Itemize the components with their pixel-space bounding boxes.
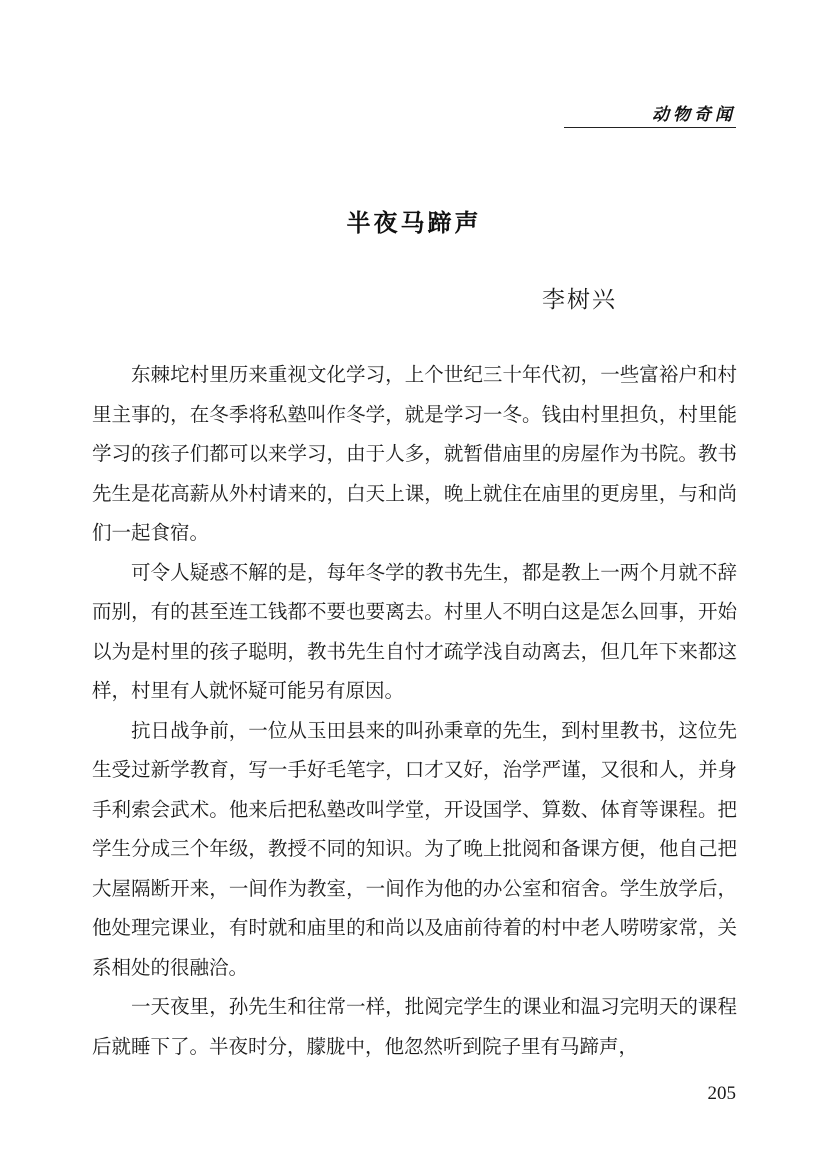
header-rule (564, 127, 736, 128)
page-number: 205 (707, 1083, 736, 1104)
running-header-section-title: 动物奇闻 (652, 105, 736, 125)
article-body (92, 355, 737, 1066)
paragraph-3: 抗日战争前，一位从玉田县来的叫孙秉章的先生，到村里教书，这位先生受过新学教育，写一手好毛笔字，口才又好，治学严谨，又很和人，并身手利索会武术。他来后把私塾改叫学堂，开设国学、算数、体育等课程。把学生分成三个年级，教授不同的知识。为了晚上批阅和备课方便，他自己把大屋隔断开来，一间作为教室，一间作为他的办公室和宿舍。学生放学后，他处理完课业，有时就和庙里的和尚以及庙前待着的村中老人唠唠家常，关系相处的很融洽。 (92, 718, 737, 979)
article-title: 半夜马蹄声 (346, 209, 482, 237)
article-author: 李树兴 (542, 287, 617, 313)
paragraph-2: 可令人疑惑不解的是，每年冬学的教书先生，都是教上一两个月就不辞而别，有的甚至连工钱都不要也要离去。村里人不明白这是怎么回事，开始以为是村里的孩子聪明，教书先生自忖才疏学浅自动离去，但几年下来都这样，村里有人就怀疑可能另有原因。 (92, 560, 737, 702)
paragraph-4: 一天夜里，孙先生和往常一样，批阅完学生的课业和温习完明天的课程后就睡下了。半夜时分，朦胧中，他忽然听到院子里有马蹄声， (92, 995, 737, 1058)
paragraph-1: 东棘坨村里历来重视文化学习，上个世纪三十年代初，一些富裕户和村里主事的，在冬季将私塾叫作冬学，就是学习一冬。钱由村里担负，村里能学习的孩子们都可以来学习，由于人多，就暂借庙里的房屋作为书院。教书先生是花高薪从外村请来的，白天上课，晚上就住在庙里的更房里，与和尚们一起食宿。 (92, 363, 737, 544)
